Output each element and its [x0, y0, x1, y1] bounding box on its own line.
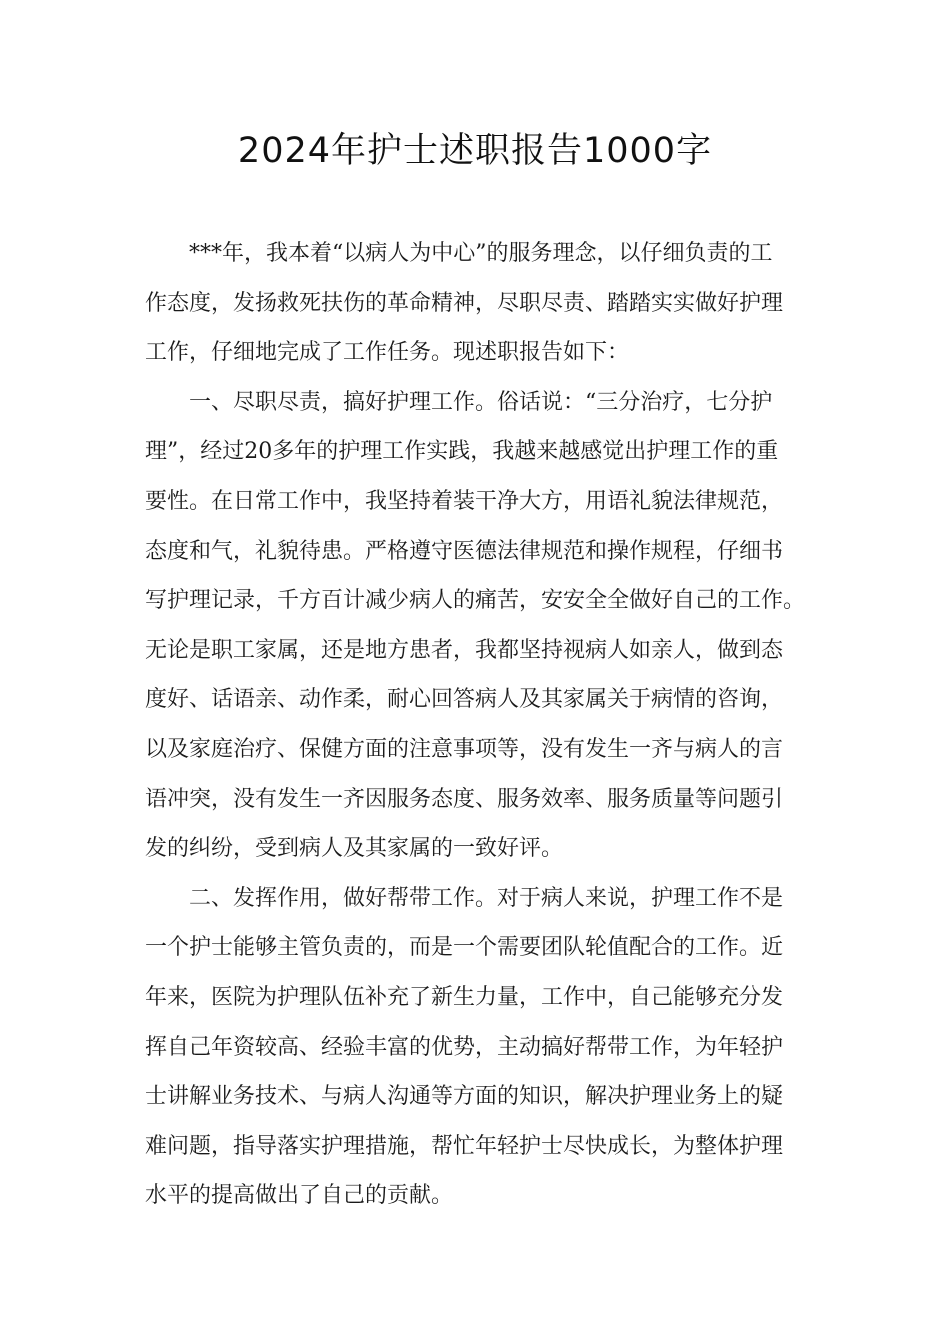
text-line: 度好、话语亲、动作柔，耐心回答病人及其家属关于病情的咨询，: [145, 687, 784, 713]
text-line: 态度和气，礼貌待患。严格遵守医德法律规范和操作规程，仔细书: [145, 538, 784, 564]
text-line: 以及家庭治疗、保健方面的注意事项等，没有发生一齐与病人的言: [145, 736, 784, 762]
text-line: 水平的提高做出了自己的贡献。: [145, 1183, 454, 1209]
text-line: 工作，仔细地完成了工作任务。现述职报告如下：: [145, 340, 630, 366]
text-line: 一个护士能够主管负责的，而是一个需要团队轮值配合的工作。近: [145, 935, 784, 961]
text-line: ***年，我本着“以病人为中心”的服务理念，以仔细负责的工: [145, 241, 773, 266]
text-line: 难问题，指导落实护理措施，帮忙年轻护士尽快成长，为整体护理: [145, 1133, 784, 1159]
text-line: 要性。在日常工作中，我坚持着装干净大方，用语礼貌法律规范，: [145, 488, 784, 514]
text-line: 发的纠纷，受到病人及其家属的一致好评。: [145, 836, 564, 862]
paragraph-intro: [145, 229, 825, 378]
document-title: 2024年护士述职报告1000字: [237, 131, 713, 171]
text-line: 士讲解业务技术、与病人沟通等方面的知识，解决护理业务上的疑: [145, 1084, 784, 1110]
text-line: 理”，经过20多年的护理工作实践，我越来越感觉出护理工作的重: [145, 439, 779, 465]
paragraph-section-one: [145, 378, 825, 874]
text-line: 年来，医院为护理队伍补充了新生力量，工作中，自己能够充分发: [145, 984, 784, 1010]
text-line: 一、尽职尽责，搞好护理工作。俗话说：“三分治疗，七分护: [145, 389, 773, 415]
text-line: 语冲突，没有发生一齐因服务态度、服务效率、服务质量等问题引: [145, 786, 784, 812]
paragraph-section-two: [145, 874, 825, 1221]
text-line: 写护理记录，千方百计减少病人的痛苦，安安全全做好自己的工作。: [145, 588, 806, 614]
text-line: 挥自己年资较高、经验丰富的优势，主动搞好帮带工作，为年轻护: [145, 1034, 784, 1060]
document-body: [145, 229, 825, 1221]
text-line: 二、发挥作用，做好帮带工作。对于病人来说，护理工作不是: [145, 885, 784, 911]
text-line: 无论是职工家属，还是地方患者，我都坚持视病人如亲人，做到态: [145, 637, 784, 663]
text-line: 作态度，发扬救死扶伤的革命精神，尽职尽责、踏踏实实做好护理: [145, 290, 784, 316]
